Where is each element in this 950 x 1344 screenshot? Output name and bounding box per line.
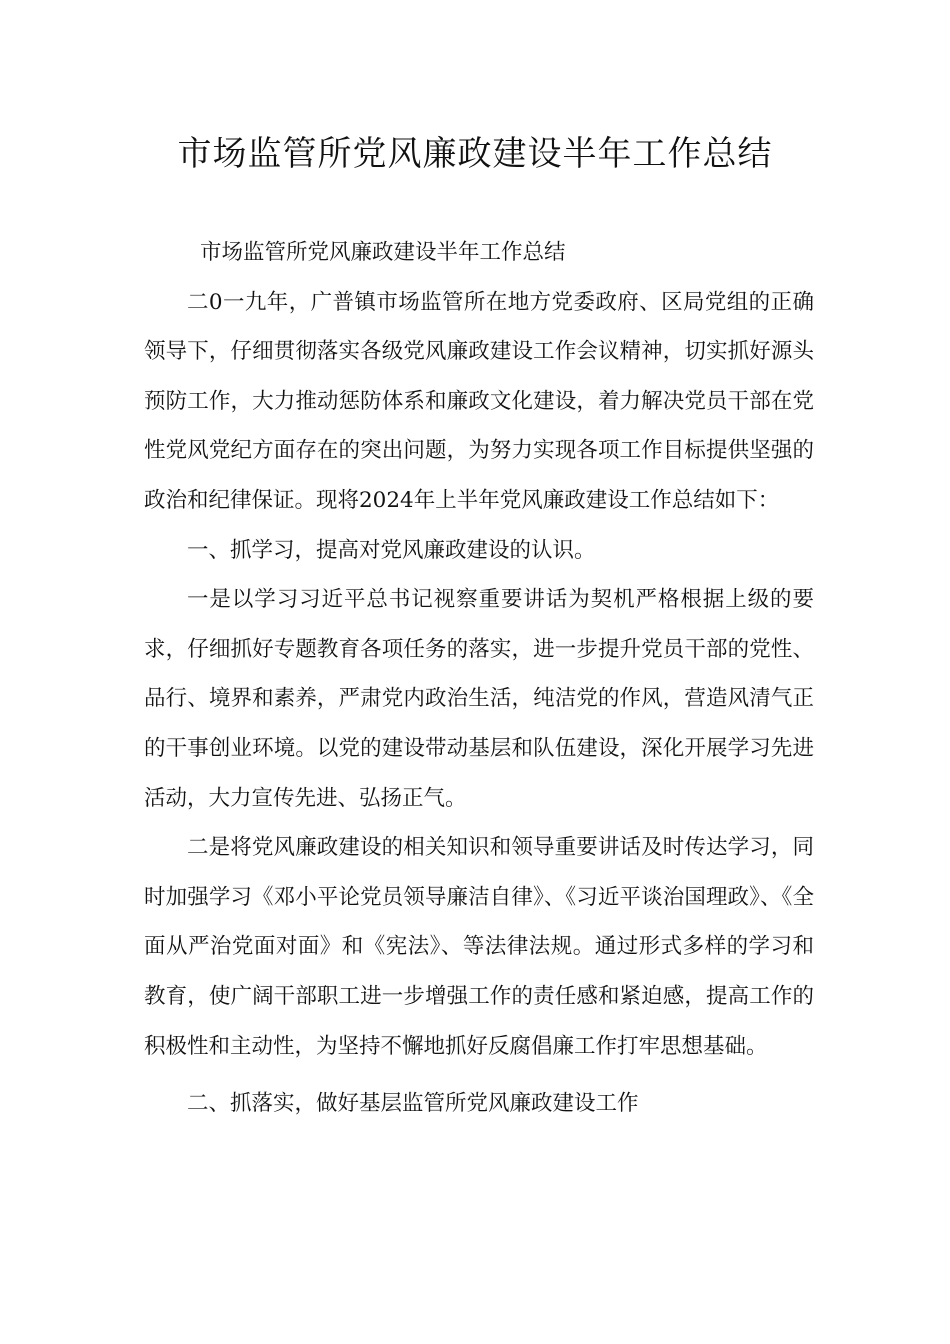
section-heading-1: 一、抓学习，提高对党风廉政建设的认识。: [187, 537, 596, 563]
document-title: 市场监管所党风廉政建设半年工作总结: [177, 134, 773, 174]
document-subtitle: 市场监管所党风廉政建设半年工作总结: [200, 240, 566, 265]
paragraph-intro: 二0一九年，广普镇市场监管所在地方党委政府、区局党组的正确领导下，仔细贯彻落实各级党风廉政建设工作会议精神，切实抓好源头预防工作，大力推动惩防体系和廉政文化建设，着力解决党员干部在党性党风党纪方面存在的突出问题，为努力实现各项工作目标提供坚强的政治和纪律保证。现将2024年上半年党风廉政建设工作总结如下：: [144, 289, 814, 513]
section-heading-2: 二、抓落实，做好基层监管所党风廉政建设工作: [187, 1091, 639, 1117]
paragraph-point-2: 二是将党风廉政建设的相关知识和领导重要讲话及时传达学习，同时加强学习《邓小平论党员领导廉洁自律》、《习近平谈治国理政》、《全面从严治党面对面》和《宪法》、等法律法规。通过形式多样的学习和教育，使广阔干部职工进一步增强工作的责任感和紧迫感，提高工作的积极性和主动性，为坚持不懈地抓好反腐倡廉工作打牢思想基础。: [144, 835, 814, 1059]
document-body: [144, 228, 814, 1129]
paragraph-point-1: 一是以学习习近平总书记视察重要讲话为契机严格根据上级的要求，仔细抓好专题教育各项任务的落实，进一步提升党员干部的党性、品行、境界和素养，严肃党内政治生活，纯洁党的作风，营造风清气正的干事创业环境。以党的建设带动基层和队伍建设，深化开展学习先进活动，大力宣传先进、弘扬正气。: [144, 587, 814, 811]
